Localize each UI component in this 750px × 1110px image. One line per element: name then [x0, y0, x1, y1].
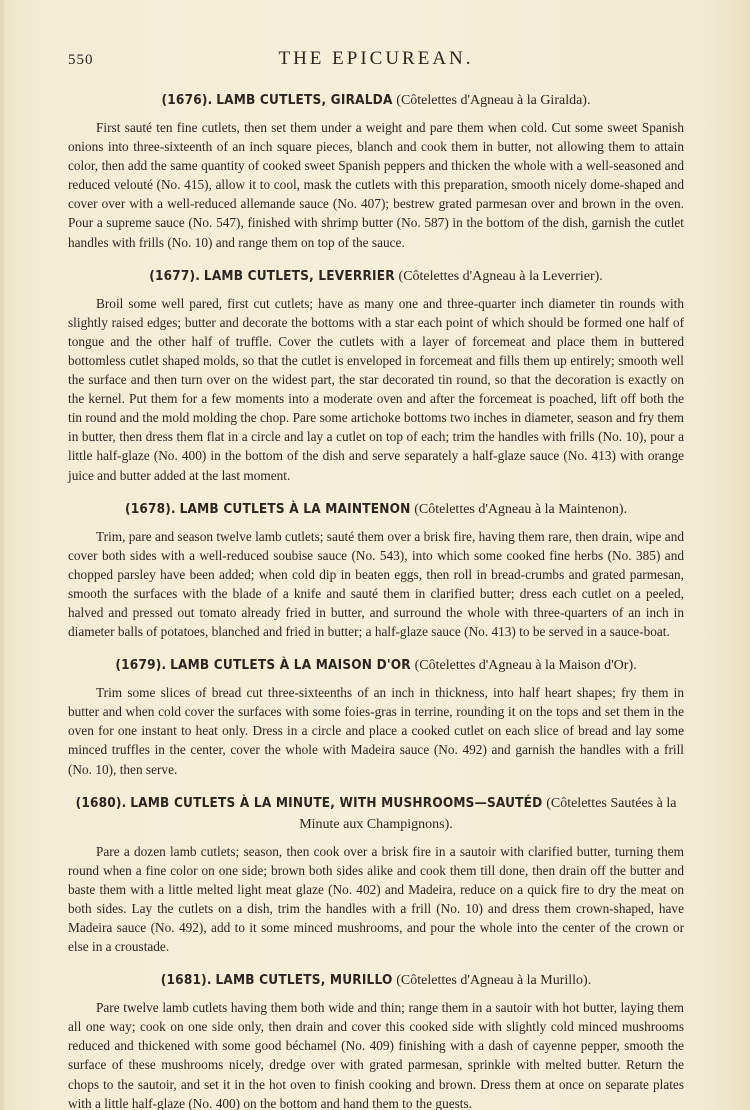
recipe-1679 — [68, 655, 684, 778]
recipe-french-title: (Côtelettes d'Agneau à la Leverrier). — [398, 268, 603, 284]
recipe-body: Trim, pare and season twelve lamb cutlets; sauté them over a brisk fire, having them rare, then drain, wipe and cover both sides with a well-reduced soubise sauce (No. 543), into which some cooked fine herbs (No. 385) and chopped parsley have been added; when cold dip in beaten eggs, then roll in bread-crumbs and grated parmesan, smooth the surfaces with the blade of a knife and sauté them in clarified butter; dress each cutlet on a peeled, halved and pressed out tomato already fried in butter, and surround the whole with three-quarters of an inch in diameter balls of potatoes, blanched and fried in butter; a half-glaze sauce (No. 413) to be served in a sauce-boat. — [68, 528, 684, 640]
recipe-heading — [68, 655, 684, 676]
recipe-heading — [68, 90, 684, 111]
recipe-1681 — [68, 970, 684, 1110]
recipe-heading — [68, 793, 684, 835]
recipe-1677 — [68, 266, 684, 485]
recipe-heading — [68, 499, 684, 520]
recipe-body: First sauté ten fine cutlets, then set them under a weight and pare them when cold. Cut some sweet Spanish onions into three-sixteenth of an inch square pieces, blanch and cook them in butter, not allowing them to attain color, then add the same quantity of cooked sweet Spanish peppers and thicken the whole with a well-seasoned and reduced velouté (No. 415), allow it to cool, mask the cutlets with this preparation, smooth nicely dome-shaped and cover over with a well-reduced allemande sauce (No. 407); bestrew grated parmesan over and brown in the oven. Pour a supreme sauce (No. 547), finished with shrimp butter (No. 587) in the bottom of the dish, garnish the cutlet handles with frills (No. 10) and range them on top of the sauce. — [68, 120, 684, 250]
recipe-title: LAMB CUTLETS À LA MAISON D'OR — [170, 657, 411, 674]
recipe-body: Broil some well pared, first cut cutlets; have as many one and three-quarter inch diameter tin rounds with slightly raised edges; butter and decorate the bottoms with a star each point of which should be formed one half of tongue and the other half of truffle. Cover the cutlets with a layer of forcemeat and place them in buttered bottomless cutlet shaped molds, so that the cutlet is enveloped in forcemeat and fills them up entirely; smooth well the surface and then turn over on the widest part, the star decorated tin round, so that the decoration is exactly on the kernel. Put them for a few moments into a moderate oven and after the forcemeat is poached, lift off both the tin round and the mold molding the chop. Pare some artichoke bottoms two inches in diameter, season and fry them in butter, then dress them flat in a circle and lay a cutlet on top of each; trim the handles with frills (No. 10), pour a little half-glaze (No. 400) in the bottom of the dish and serve separately a half-glaze sauce (No. 413) with orange juice and butter added at the last moment. — [68, 295, 684, 483]
page-header — [68, 48, 684, 74]
recipe-number: (1676). — [161, 92, 213, 108]
recipe-french-title: (Côtelettes d'Agneau à la Giralda). — [396, 93, 591, 108]
recipe-1676 — [68, 90, 684, 252]
recipe-french-title: (Côtelettes d'Agneau à la Maintenon). — [414, 501, 628, 517]
recipe-body: Pare twelve lamb cutlets having them both wide and thin; range them in a sautoir with hot butter, laying them all one way; cook on one side only, then drain and cover this cooked side with slightly cold minced mushrooms reduced and thickened with some good béchamel (No. 409) finishing with a dash of cayenne pepper, smooth the surface of these mushrooms nicely, dredge over with grated parmesan, sprinkle with melted butter. Return the chops to the sautoir, and set it in the hot oven to finish cooking and brown. Dress them at once on separate plates with a little half-glaze (No. 400) on the bottom and hand them to the guests. — [68, 1000, 684, 1110]
recipe-title: LAMB CUTLETS, MURILLO — [215, 972, 393, 989]
recipe-body: Trim some slices of bread cut three-sixteenths of an inch in thickness, into half heart shapes; fry them in butter and when cold cover the surfaces with some foies-gras in terrine, rounding it on the tops and set them in the oven for one instant to heat only. Dress in a circle and place a cooked cutlet on each slice of bread and lay some minced truffles in the center, cover the whole with Madeira sauce (No. 492) and garnish the handles with a frill (No. 10), then serve. — [68, 685, 684, 777]
page-edge — [0, 0, 4, 1110]
recipe-number: (1680). — [75, 794, 127, 811]
recipe-number: (1679). — [115, 657, 167, 674]
recipe-number: (1681). — [160, 972, 212, 989]
recipe-heading — [68, 970, 684, 991]
recipe-french-title: (Côtelettes Sautées à la Minute aux Champignons). — [299, 795, 677, 832]
recipe-number: (1677). — [149, 267, 201, 284]
recipe-body: Pare a dozen lamb cutlets; season, then cook over a brisk fire in a sautoir with clarified butter, turning them round when a fine color on one side; brown both sides alike and cook them till done, then drain off the butter and baste them with a little melted light meat glaze (No. 402) and Madeira, reduce on a quick fire to dry the meat on both sides. Lay the cutlets on a dish, trim the handles with a frill (No. 10) and dress them crown-shaped, have Madeira sauce (No. 492), add to it some minced mushrooms, and pour the whole into the center of the crown or else in a croustade. — [68, 843, 684, 955]
running-title: THE EPICUREAN. — [278, 48, 474, 69]
recipe-french-title: (Côtelettes d'Agneau à la Murillo). — [396, 973, 592, 989]
recipe-french-title: (Côtelettes d'Agneau à la Maison d'Or). — [414, 658, 637, 674]
recipe-title: LAMB CUTLETS À LA MINUTE, WITH MUSHROOMS—SAUTÉD — [130, 794, 543, 811]
page-number: 550 — [68, 52, 94, 68]
recipe-title: LAMB CUTLETS À LA MAINTENON — [179, 500, 411, 517]
recipe-title: LAMB CUTLETS, LEVERRIER — [203, 267, 395, 284]
recipe-heading — [68, 266, 684, 287]
recipe-1678 — [68, 499, 684, 642]
recipe-1680 — [68, 793, 684, 957]
recipe-number: (1678). — [124, 500, 176, 517]
recipe-title: LAMB CUTLETS, GIRALDA — [216, 92, 393, 108]
